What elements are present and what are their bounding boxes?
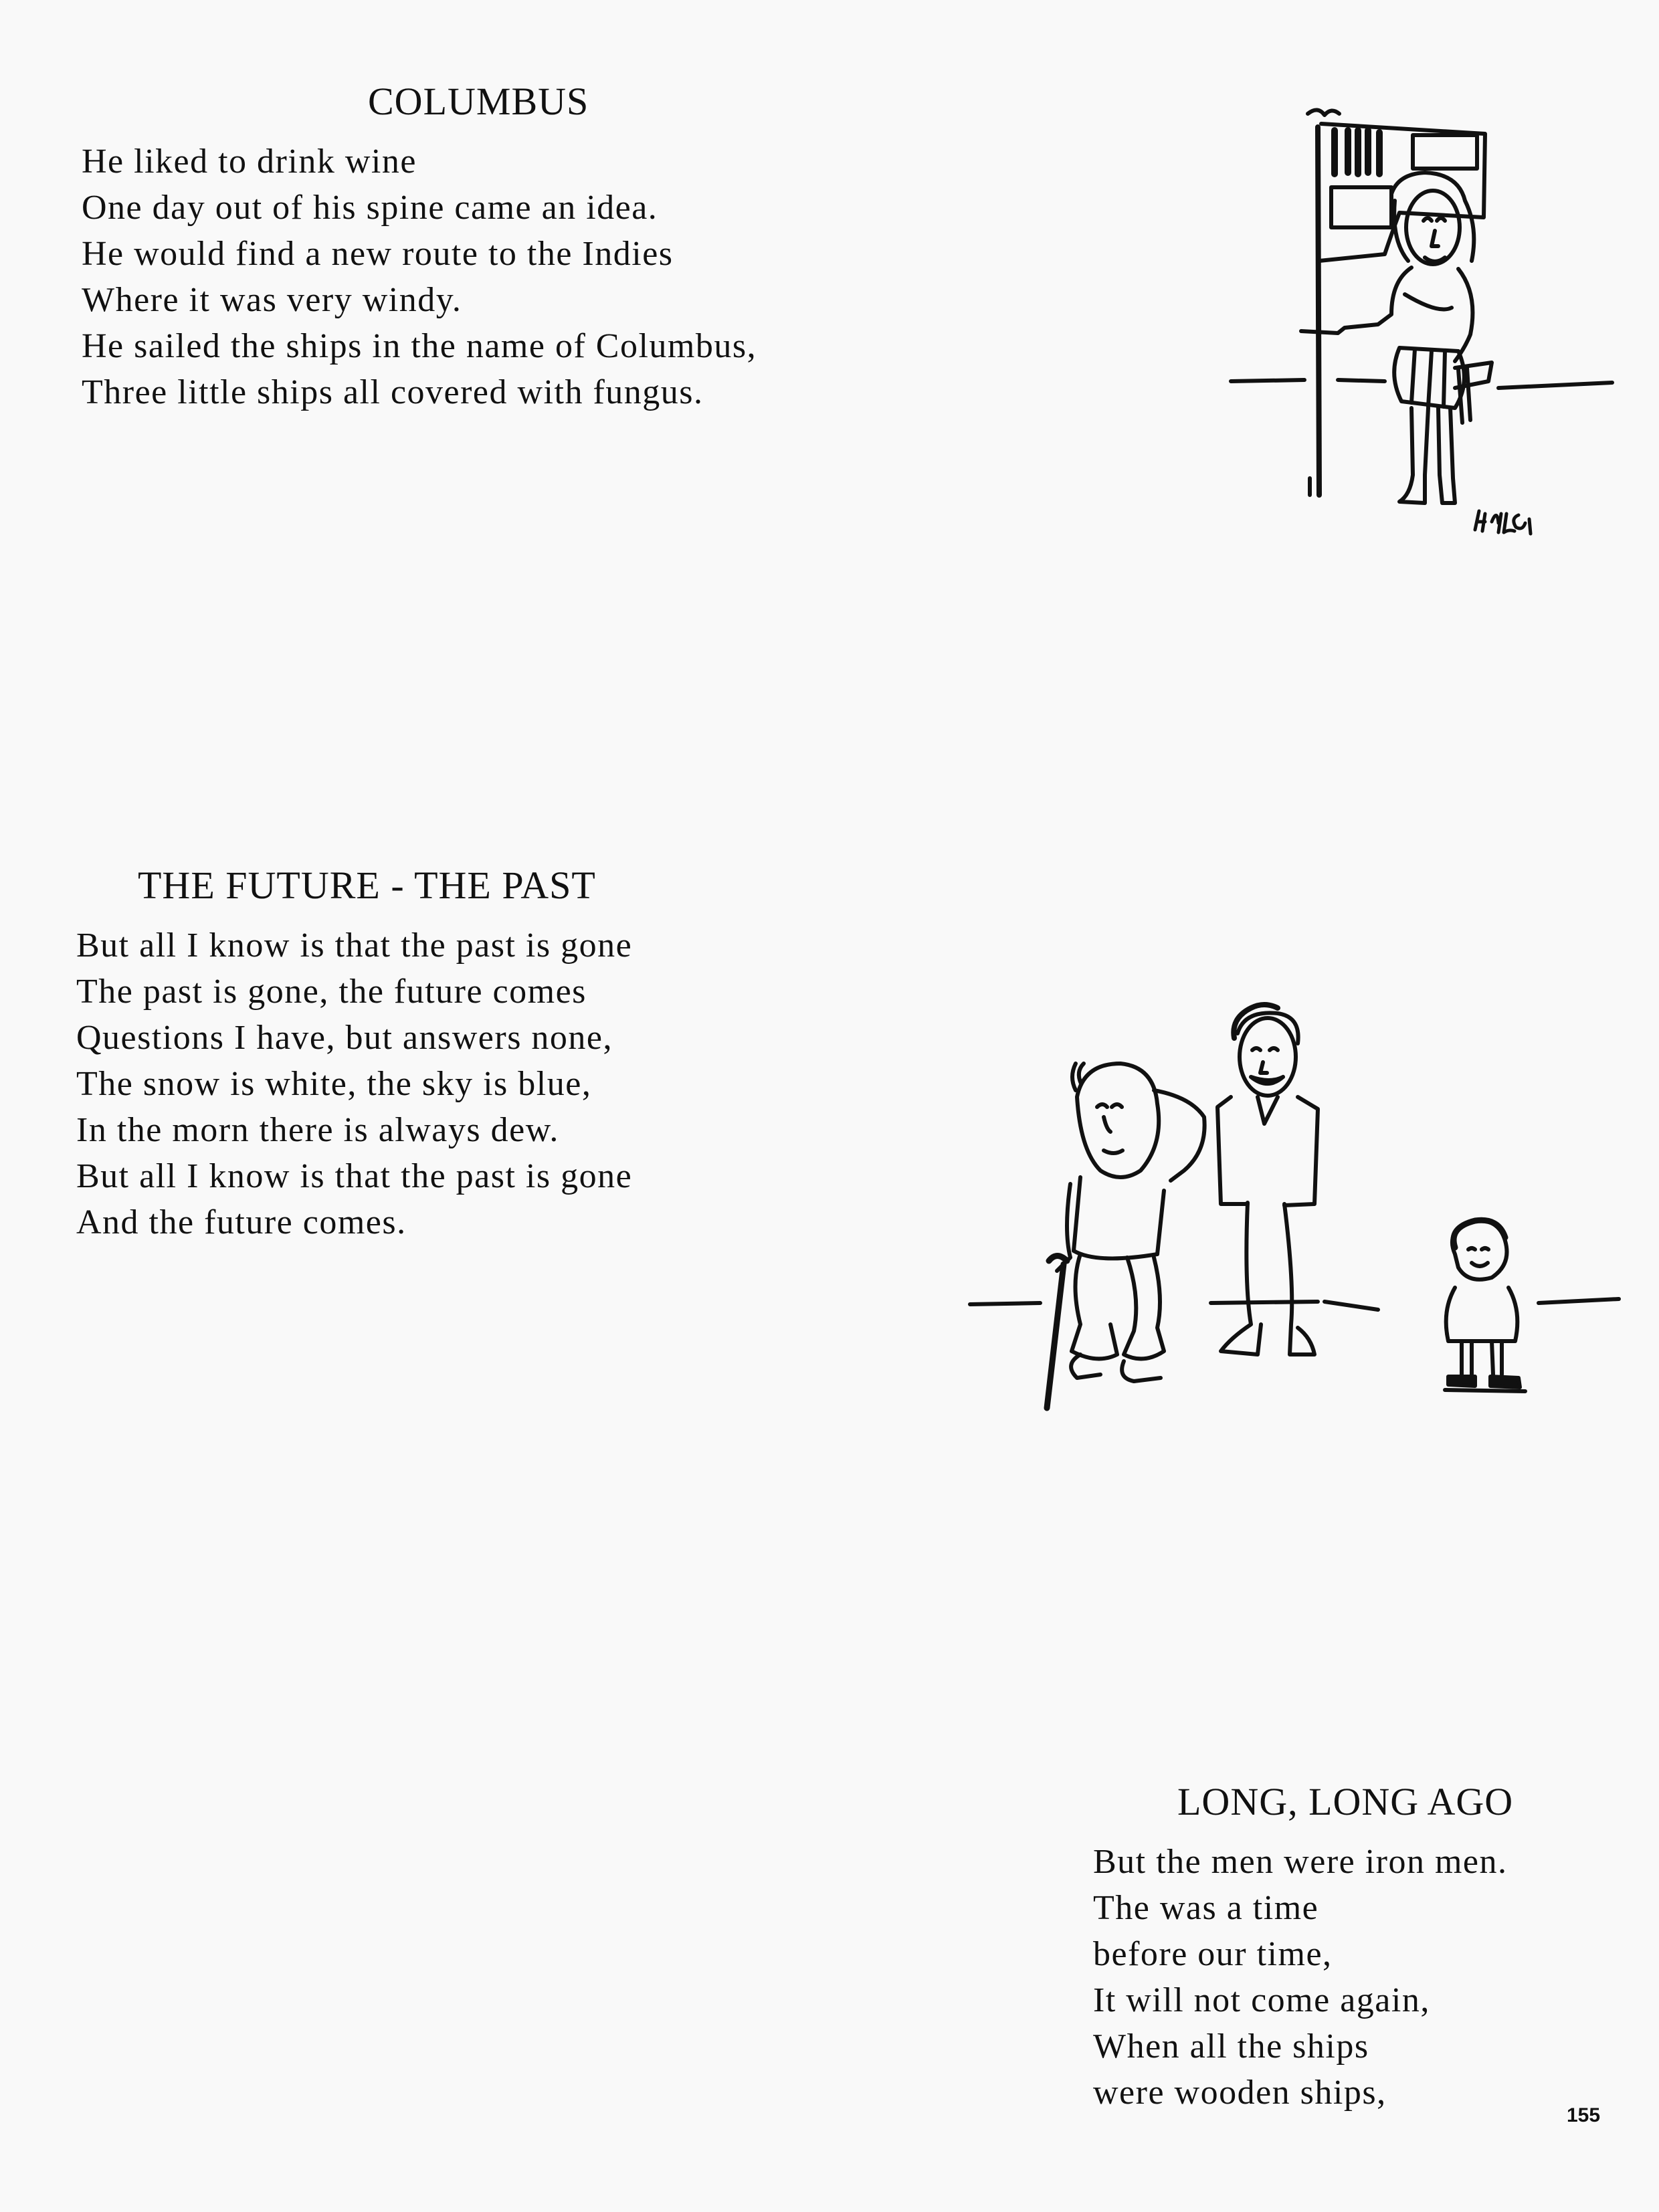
- poem-line: But all I know is that the past is gone: [76, 926, 633, 965]
- poem-line: Three little ships all covered with fungus.: [82, 373, 704, 411]
- poem-line: were wooden ships,: [1093, 2074, 1387, 2112]
- poem-line: He liked to drink wine: [82, 142, 417, 181]
- poem-line: He sailed the ships in the name of Columbus,: [82, 327, 757, 365]
- page-number: 155: [1567, 2104, 1601, 2126]
- poem-line: before our time,: [1093, 1935, 1333, 1973]
- columbus-with-flag-drawing: [1224, 94, 1619, 548]
- poem-line: When all the ships: [1093, 2027, 1369, 2066]
- poem-long-long-ago: [1093, 1779, 1513, 2116]
- poem-line: It will not come again,: [1093, 1981, 1430, 2019]
- old-man-young-man-child-drawing: [963, 990, 1639, 1418]
- poem-line: The snow is white, the sky is blue,: [76, 1065, 592, 1103]
- poem-title: THE FUTURE - THE PAST: [138, 864, 596, 907]
- poem-line: He would find a new route to the Indies: [82, 235, 674, 273]
- poem-line: Questions I have, but answers none,: [76, 1019, 613, 1057]
- poem-line: But all I know is that the past is gone: [76, 1157, 633, 1195]
- poem-lines: [1093, 1839, 1513, 2116]
- poem-lines: [82, 138, 757, 415]
- poem-title: COLUMBUS: [368, 80, 589, 123]
- poem-columbus: [82, 79, 757, 415]
- poem-line: But the men were iron men.: [1093, 1843, 1508, 1881]
- poem-line: And the future comes.: [76, 1203, 407, 1241]
- poem-lines: [76, 922, 632, 1245]
- poem-the-future-the-past: [76, 863, 632, 1245]
- poem-line: One day out of his spine came an idea.: [82, 189, 658, 227]
- poem-line: Where it was very windy.: [82, 281, 462, 319]
- poem-title: LONG, LONG AGO: [1177, 1780, 1514, 1823]
- poem-line: The was a time: [1093, 1889, 1319, 1927]
- poem-line: The past is gone, the future comes: [76, 973, 587, 1011]
- poem-line: In the morn there is always dew.: [76, 1111, 559, 1149]
